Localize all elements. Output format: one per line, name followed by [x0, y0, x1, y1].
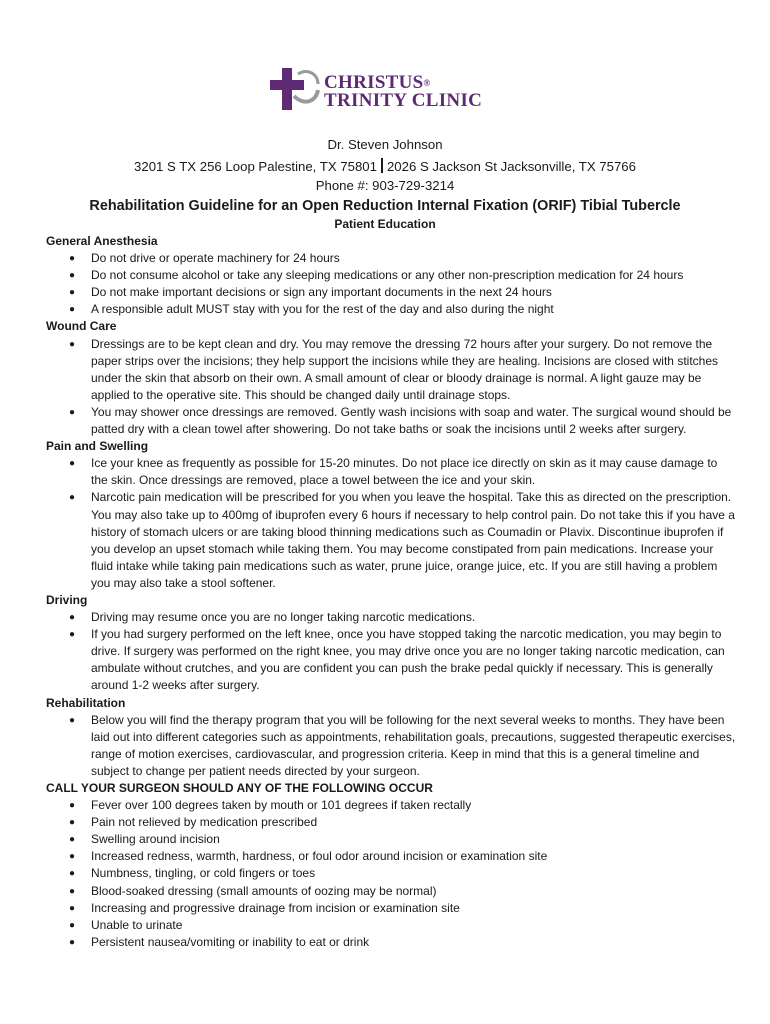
cross-logo-icon	[268, 66, 320, 112]
section-heading: General Anesthesia	[46, 234, 158, 248]
bullet-icon: ●	[69, 885, 76, 897]
bullet-icon: ●	[69, 800, 76, 812]
phone-number: Phone #: 903-729-3214	[315, 178, 455, 193]
list-item	[46, 404, 736, 438]
list-item	[46, 934, 736, 951]
list-item-text: You may shower once dressings are removed. Gently wash incisions with soap and water. The surgical wound should be patted dry with a clean towel after showering. Do not take baths or soak the incisions until 2 weeks after surgery.	[91, 404, 732, 437]
document-title: Rehabilitation Guideline for an Open Reduction Internal Fixation (ORIF) Tibial Tubercle	[89, 198, 681, 214]
list-item-text: Blood-soaked dressing (small amounts of oozing may be normal)	[91, 883, 437, 898]
list-item-text: Pain not relieved by medication prescribed	[91, 815, 318, 830]
list-item-text: Ice your knee as frequently as possible for 15-20 minutes. Do not place ice directly on skin as it may cause damage to the skin. Once dressings are removed, place a towel between the ice and your skin.	[91, 456, 718, 488]
list-item	[46, 712, 736, 780]
address-separator	[381, 158, 383, 173]
list-item-text: Increasing and progressive drainage from incision or examination site	[91, 900, 460, 915]
section-list	[46, 797, 736, 951]
bullet-icon: ●	[69, 834, 76, 846]
list-item-text: If you had surgery performed on the left knee, once you have stopped taking the narcotic medication, you may begin to drive. If surgery was performed on the right knee, you may drive once you are no longer taking narcotic medication, can ambulate without crutches, and you are confident you can push the brake pedal quickly if necessary. This is generally around 1-2 weeks after surgery.	[91, 627, 725, 693]
bullet-icon: ●	[69, 287, 76, 299]
bullet-icon: ●	[69, 304, 76, 316]
bullet-icon: ●	[69, 492, 76, 504]
list-item	[46, 626, 736, 694]
list-item	[46, 284, 736, 301]
list-item-text: Fever over 100 degrees taken by mouth or 101 degrees if taken rectally	[91, 798, 472, 813]
list-item-text: Unable to urinate	[91, 917, 183, 932]
section-list	[46, 609, 736, 694]
list-item	[46, 797, 736, 814]
list-item	[46, 336, 736, 404]
section-heading: Driving	[46, 592, 88, 607]
list-item-text: Numbness, tingling, or cold fingers or toes	[91, 866, 316, 881]
bullet-icon: ●	[69, 851, 76, 863]
bullet-icon: ●	[69, 714, 76, 726]
logo-line1: CHRISTUS	[324, 72, 424, 93]
section-heading: CALL YOUR SURGEON SHOULD ANY OF THE FOLLOWING OCCUR	[46, 781, 433, 795]
list-item	[46, 917, 736, 934]
list-item-text: Driving may resume once you are no longer taking narcotic medications.	[91, 610, 476, 625]
list-item	[46, 455, 736, 489]
section-list	[46, 712, 736, 780]
list-item	[46, 883, 736, 900]
address-jacksonville: 2026 S Jackson St Jacksonville, TX 75766	[386, 159, 636, 174]
bullet-icon: ●	[69, 919, 76, 931]
bullet-icon: ●	[69, 902, 76, 914]
bullet-icon: ●	[69, 868, 76, 880]
list-item	[46, 848, 736, 865]
list-item-text: Narcotic pain medication will be prescribed for you when you leave the hospital. Take this as directed on the prescription. You may also take up to 400mg of ibuprofen every 6 hours if necessary to help control pain. Do not take this if you have a history of stomach ulcers or are taking blood thinning medications such as Coumadin or Plavix. Discontinue ibuprofen if you develop an upset stomach while taking them. You may become constipated from pain medications. Increase your fluid intake while taking pain medications such as water, prune juice, orange juice, etc. If you are still having a problem you may also take a stool softener.	[91, 490, 735, 590]
christus-trinity-clinic-logo	[268, 66, 488, 114]
bullet-icon: ●	[69, 612, 76, 624]
list-item-text: A responsible adult MUST stay with you for the rest of the day and also during the night	[91, 302, 554, 317]
doctor-name: Dr. Steven Johnson	[327, 137, 443, 152]
list-item	[46, 609, 736, 626]
list-item-text: Persistent nausea/vomiting or inability to eat or drink	[91, 934, 370, 949]
list-item	[46, 301, 736, 318]
list-item-text: Below you will find the therapy program that you will be following for the next several weeks to months. They have been laid out into different categories such as appointments, rehabilitation goals, precautions, suggested therapeutic exercises, range of motion exercises, cardiovascular, and progression criteria. Keep in mind that this is a general timeline and subject to change per patient needs directed by your surgeon.	[91, 712, 736, 778]
logo-registered-mark: ®	[423, 78, 431, 88]
logo-line2: TRINITY CLINIC	[324, 90, 483, 111]
list-item-text: Swelling around incision	[91, 832, 220, 847]
list-item	[46, 250, 736, 267]
section-heading: Wound Care	[46, 319, 117, 334]
guideline-content	[46, 233, 736, 951]
section-list	[46, 336, 736, 439]
list-item	[46, 865, 736, 882]
list-item	[46, 267, 736, 284]
address-palestine: 3201 S TX 256 Loop Palestine, TX 75801	[134, 159, 377, 174]
section-heading: Pain and Swelling	[46, 439, 149, 454]
list-item	[46, 900, 736, 917]
section-list	[46, 250, 736, 318]
list-item-text: Do not make important decisions or sign any important documents in the next 24 hours	[91, 285, 552, 300]
list-item-text: Increased redness, warmth, hardness, or foul odor around incision or examination site	[91, 849, 548, 864]
list-item	[46, 831, 736, 848]
section-heading: Rehabilitation	[46, 695, 126, 710]
bullet-icon: ●	[69, 270, 76, 282]
address-line	[0, 158, 770, 175]
section-list	[46, 455, 736, 592]
list-item	[46, 814, 736, 831]
document-subtitle: Patient Education	[334, 217, 436, 231]
bullet-icon: ●	[69, 406, 76, 418]
bullet-icon: ●	[69, 817, 76, 829]
list-item-text: Do not drive or operate machinery for 24 hours	[91, 251, 340, 266]
bullet-icon: ●	[69, 629, 76, 641]
list-item-text: Do not consume alcohol or take any sleeping medications or any other non-prescription medication for 24 hours	[91, 268, 684, 283]
bullet-icon: ●	[69, 253, 76, 265]
list-item	[46, 489, 736, 592]
bullet-icon: ●	[69, 458, 76, 470]
bullet-icon: ●	[69, 338, 76, 350]
list-item-text: Dressings are to be kept clean and dry. You may remove the dressing 72 hours after your surgery. Do not remove the paper strips over the incisions; they help support the incisions while they are healing. Incisions are closed with stitches under the skin that absorb on their own. A small amount of clear or bloody drainage is normal. A light gauze may be applied to the operative site. This should be changed daily until drainage stops.	[91, 336, 718, 402]
bullet-icon: ●	[69, 936, 76, 948]
